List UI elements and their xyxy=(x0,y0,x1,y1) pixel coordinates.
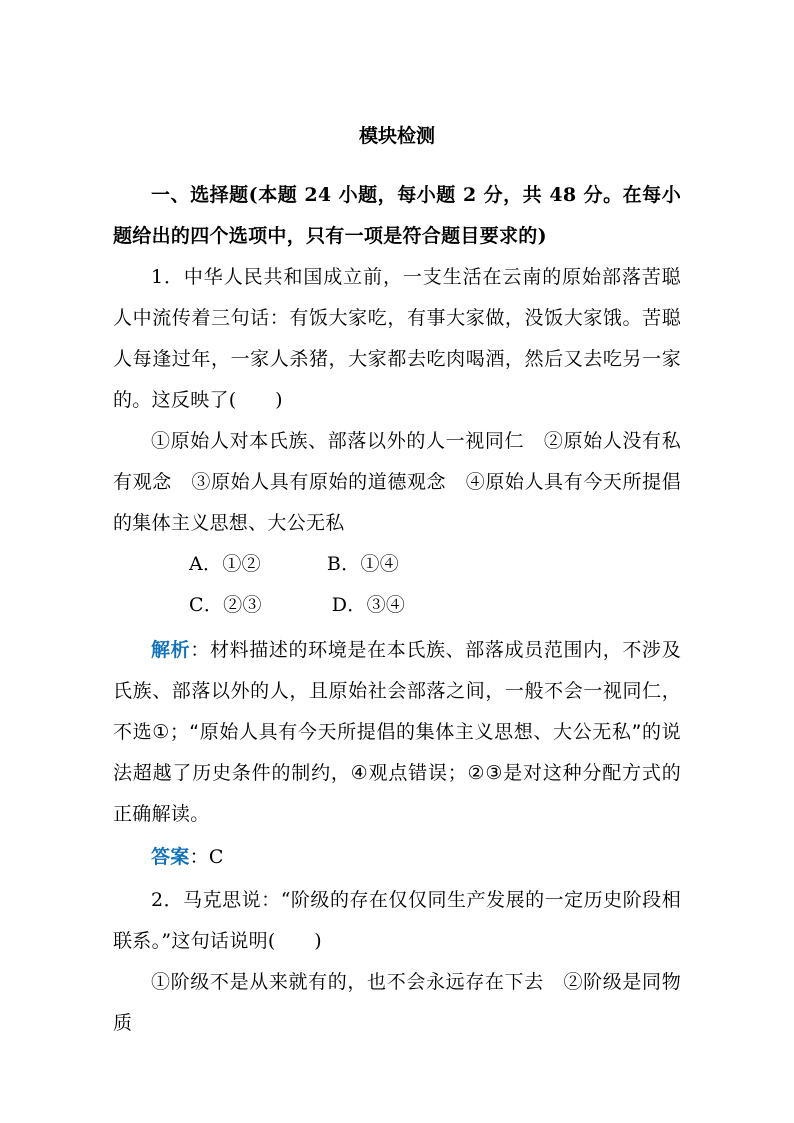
option-a: A．①② xyxy=(189,553,261,575)
answer-value: ：C xyxy=(189,846,224,868)
section-heading: 一、选择题(本题 24 小题，每小题 2 分，共 48 分。在每小题给出的四个选项中，只有一项是符合题目要求的) xyxy=(113,184,681,247)
question-2-stem: 2．马克思说：“阶级的存在仅仅同生产发展的一定历史阶段相联系。”这句话说明( ) xyxy=(113,889,681,952)
page-title: 模块检测 xyxy=(358,125,435,147)
question-1-stem: 1．中华人民共和国成立前，一支生活在云南的原始部落苦聪人中流传着三句话：有饭大家吃，有事大家做，没饭大家饿。苦聪人每逢过年，一家人杀猪，大家都去吃肉喝酒，然后又去吃另一家的。这反映了( ) xyxy=(113,266,681,411)
question-1-options-row-2 xyxy=(113,585,681,626)
option-d: D．③④ xyxy=(331,594,406,616)
question-1-analysis xyxy=(113,630,681,835)
answer-label: 答案 xyxy=(151,846,190,868)
question-1-answer xyxy=(113,837,681,878)
option-c: C．②③ xyxy=(189,594,262,616)
question-1-statements: ①原始人对本氏族、部落以外的人一视同仁 ②原始人没有私有观念 ③原始人具有原始的道德观念 ④原始人具有今天所提倡的集体主义思想、大公无私 xyxy=(113,430,681,534)
analysis-text: ：材料描述的环境是在本氏族、部落成员范围内，不涉及氏族、部落以外的人，且原始社会部落之间，一般不会一视同仁，不选①；“原始人具有今天所提倡的集体主义思想、大公无私”的说法超越了历史条件的制约，④观点错误；②③是对这种分配方式的正确解读。 xyxy=(113,639,681,825)
question-1-options-row-1 xyxy=(113,544,681,585)
option-b: B．①④ xyxy=(326,553,400,575)
analysis-label: 解析 xyxy=(151,639,191,661)
question-2-statements: ①阶级不是从来就有的，也不会永远存在下去 ②阶级是同物质 xyxy=(113,971,681,1034)
